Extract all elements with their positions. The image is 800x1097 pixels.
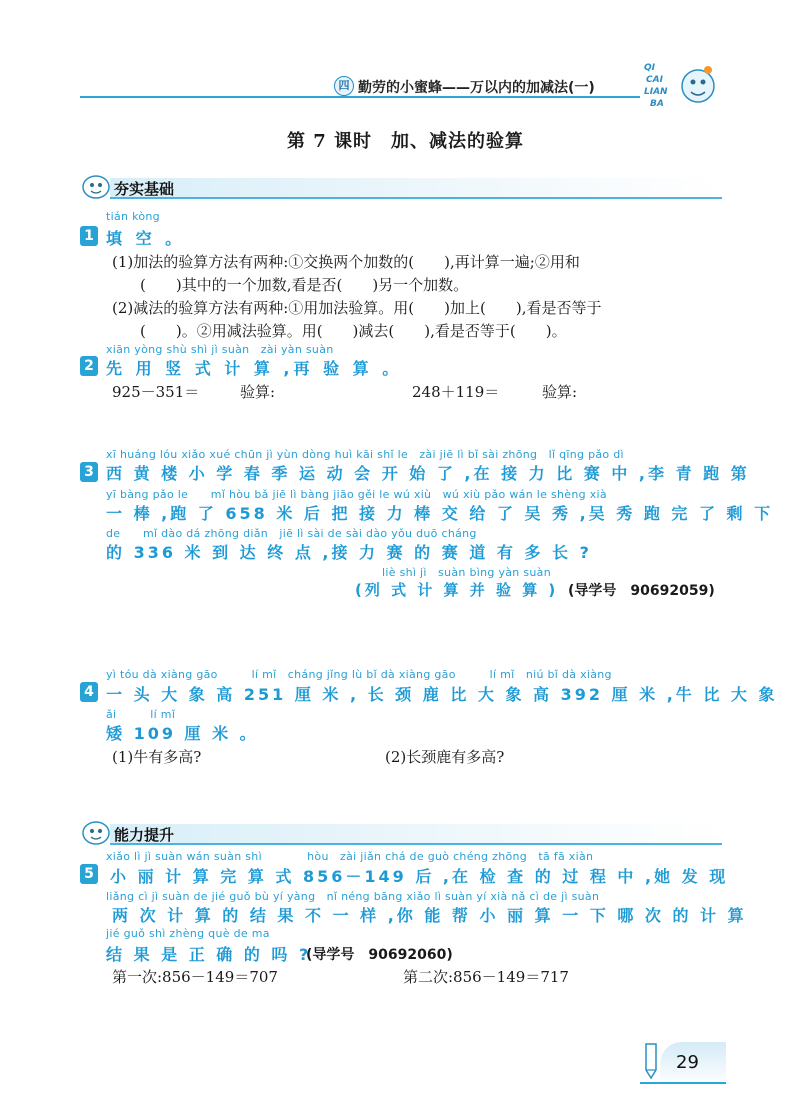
svg-text:QI: QI bbox=[644, 63, 655, 73]
q1-number: 1 bbox=[80, 226, 98, 246]
q4-pinyin2: ǎi lí mǐ bbox=[106, 708, 176, 721]
bee-mascot-icon bbox=[80, 818, 116, 846]
series-logo bbox=[640, 52, 720, 122]
svg-text:CAI: CAI bbox=[646, 75, 663, 85]
q3-pinyin1: xī huáng lóu xiǎo xué chūn jì yùn dòng huì kāi shǐ le zài jiē lì bǐ sài zhōng lǐ qīng pǎo dì bbox=[106, 448, 624, 461]
q3-hint: (列 式 计 算 并 验 算 ) bbox=[355, 581, 559, 599]
svg-text:LIAN: LIAN bbox=[644, 87, 668, 97]
q1-line4: ( )。②用减法验算。用( )减去( ),看是否等于( )。 bbox=[140, 322, 567, 340]
q2-pinyin: xiān yòng shù shì jì suàn zài yàn suàn bbox=[106, 343, 334, 356]
header-rule bbox=[80, 96, 640, 98]
q5-number: 5 bbox=[80, 864, 98, 884]
q5-guide-number: (导学号 90692060) bbox=[306, 947, 453, 963]
q3-text3: 的 336 米 到 达 终 点 ,接 力 赛 的 赛 道 有 多 长 ? bbox=[106, 543, 592, 562]
q1-pinyin: tián kòng bbox=[106, 210, 160, 223]
q2-check2: 验算: bbox=[542, 383, 578, 401]
q3-pinyin2: yī bàng pǎo le mǐ hòu bǎ jiē lì bàng jiāo gěi le wú xiù wú xiù pǎo wán le shèng xià bbox=[106, 488, 607, 501]
q5-text1: 小 丽 计 算 完 算 式 856－149 后 ,在 检 查 的 过 程 中 ,她 发 现 bbox=[110, 867, 729, 886]
section-basics-label: 夯实基础 bbox=[114, 180, 175, 198]
q3-pinyin3: de mǐ dào dá zhōng diǎn jiē lì sài de sài dào yǒu duō cháng bbox=[106, 527, 477, 540]
q4-sub1: (1)牛有多高? bbox=[112, 748, 202, 766]
q2-number: 2 bbox=[80, 356, 98, 376]
q4-sub2: (2)长颈鹿有多高? bbox=[385, 748, 505, 766]
page-number: 29 bbox=[676, 1052, 699, 1073]
q5-text2: 两 次 计 算 的 结 果 不 一 样 ,你 能 帮 小 丽 算 一 下 哪 次 的 计 算 bbox=[112, 906, 747, 925]
unit-badge: 四 bbox=[334, 76, 354, 96]
q5-attempt2: 第二次:856－149＝717 bbox=[403, 968, 569, 986]
q1-title: 填 空 。 bbox=[106, 229, 186, 248]
q3-number: 3 bbox=[80, 462, 98, 482]
q2-expr1: 925－351＝ bbox=[112, 383, 200, 401]
footer-rule bbox=[640, 1082, 726, 1084]
q4-pinyin1: yì tóu dà xiàng gāo lí mǐ cháng jǐng lù bǐ dà xiàng gāo lí mǐ niú bǐ dà xiàng bbox=[106, 668, 612, 681]
q1-line3: (2)减法的验算方法有两种:①用加法验算。用( )加上( ),看是否等于 bbox=[112, 299, 602, 317]
q2-check1: 验算: bbox=[240, 383, 276, 401]
q5-pinyin2: liǎng cì jì suàn de jié guǒ bù yí yàng nǐ néng bāng xiǎo lì suàn yí xià nǎ cì de jì suàn bbox=[106, 890, 600, 903]
q4-text1: 一 头 大 象 高 251 厘 米 , 长 颈 鹿 比 大 象 高 392 厘 米 ,牛 比 大 象 bbox=[106, 685, 778, 704]
q3-hint-pinyin: liè shì jì suàn bìng yàn suàn bbox=[382, 566, 551, 579]
svg-text:BA: BA bbox=[650, 99, 664, 109]
q5-attempt1: 第一次:856－149＝707 bbox=[112, 968, 278, 986]
q5-pinyin1: xiǎo lì jì suàn wán suàn shì hòu zài jiǎn chá de guò chéng zhōng tā fā xiàn bbox=[106, 850, 594, 863]
section-basics-bar bbox=[80, 172, 722, 200]
q1-line1: (1)加法的验算方法有两种:①交换两个加数的( ),再计算一遍;②用和 bbox=[112, 253, 580, 271]
q1-line2: ( )其中的一个加数,看是否( )另一个加数。 bbox=[140, 276, 469, 294]
q4-text2: 矮 109 厘 米 。 bbox=[106, 724, 259, 743]
q4-number: 4 bbox=[80, 682, 98, 702]
bee-mascot-icon bbox=[80, 172, 116, 200]
section-advanced-bar bbox=[80, 818, 722, 846]
lesson-title: 第 7 课时 加、减法的验算 bbox=[287, 131, 525, 152]
q5-pinyin3: jié guǒ shì zhèng què de ma bbox=[106, 927, 270, 940]
q3-text1: 西 黄 楼 小 学 春 季 运 动 会 开 始 了 ,在 接 力 比 赛 中 ,李 青 跑 第 bbox=[106, 464, 750, 483]
q2-title: 先 用 竖 式 计 算 ,再 验 算 。 bbox=[106, 359, 403, 378]
q5-text3: 结 果 是 正 确 的 吗 ? bbox=[106, 945, 312, 964]
q3-guide-number: (导学号 90692059) bbox=[568, 583, 715, 599]
section-advanced-label: 能力提升 bbox=[114, 826, 175, 844]
q2-expr2: 248＋119＝ bbox=[412, 383, 500, 401]
pencil-icon bbox=[640, 1040, 664, 1080]
q3-text2: 一 棒 ,跑 了 658 米 后 把 接 力 棒 交 给 了 吴 秀 ,吴 秀 跑 完 了 剩 下 bbox=[106, 504, 774, 523]
unit-title: 勤劳的小蜜蜂——万以内的加减法(一) bbox=[358, 80, 595, 96]
